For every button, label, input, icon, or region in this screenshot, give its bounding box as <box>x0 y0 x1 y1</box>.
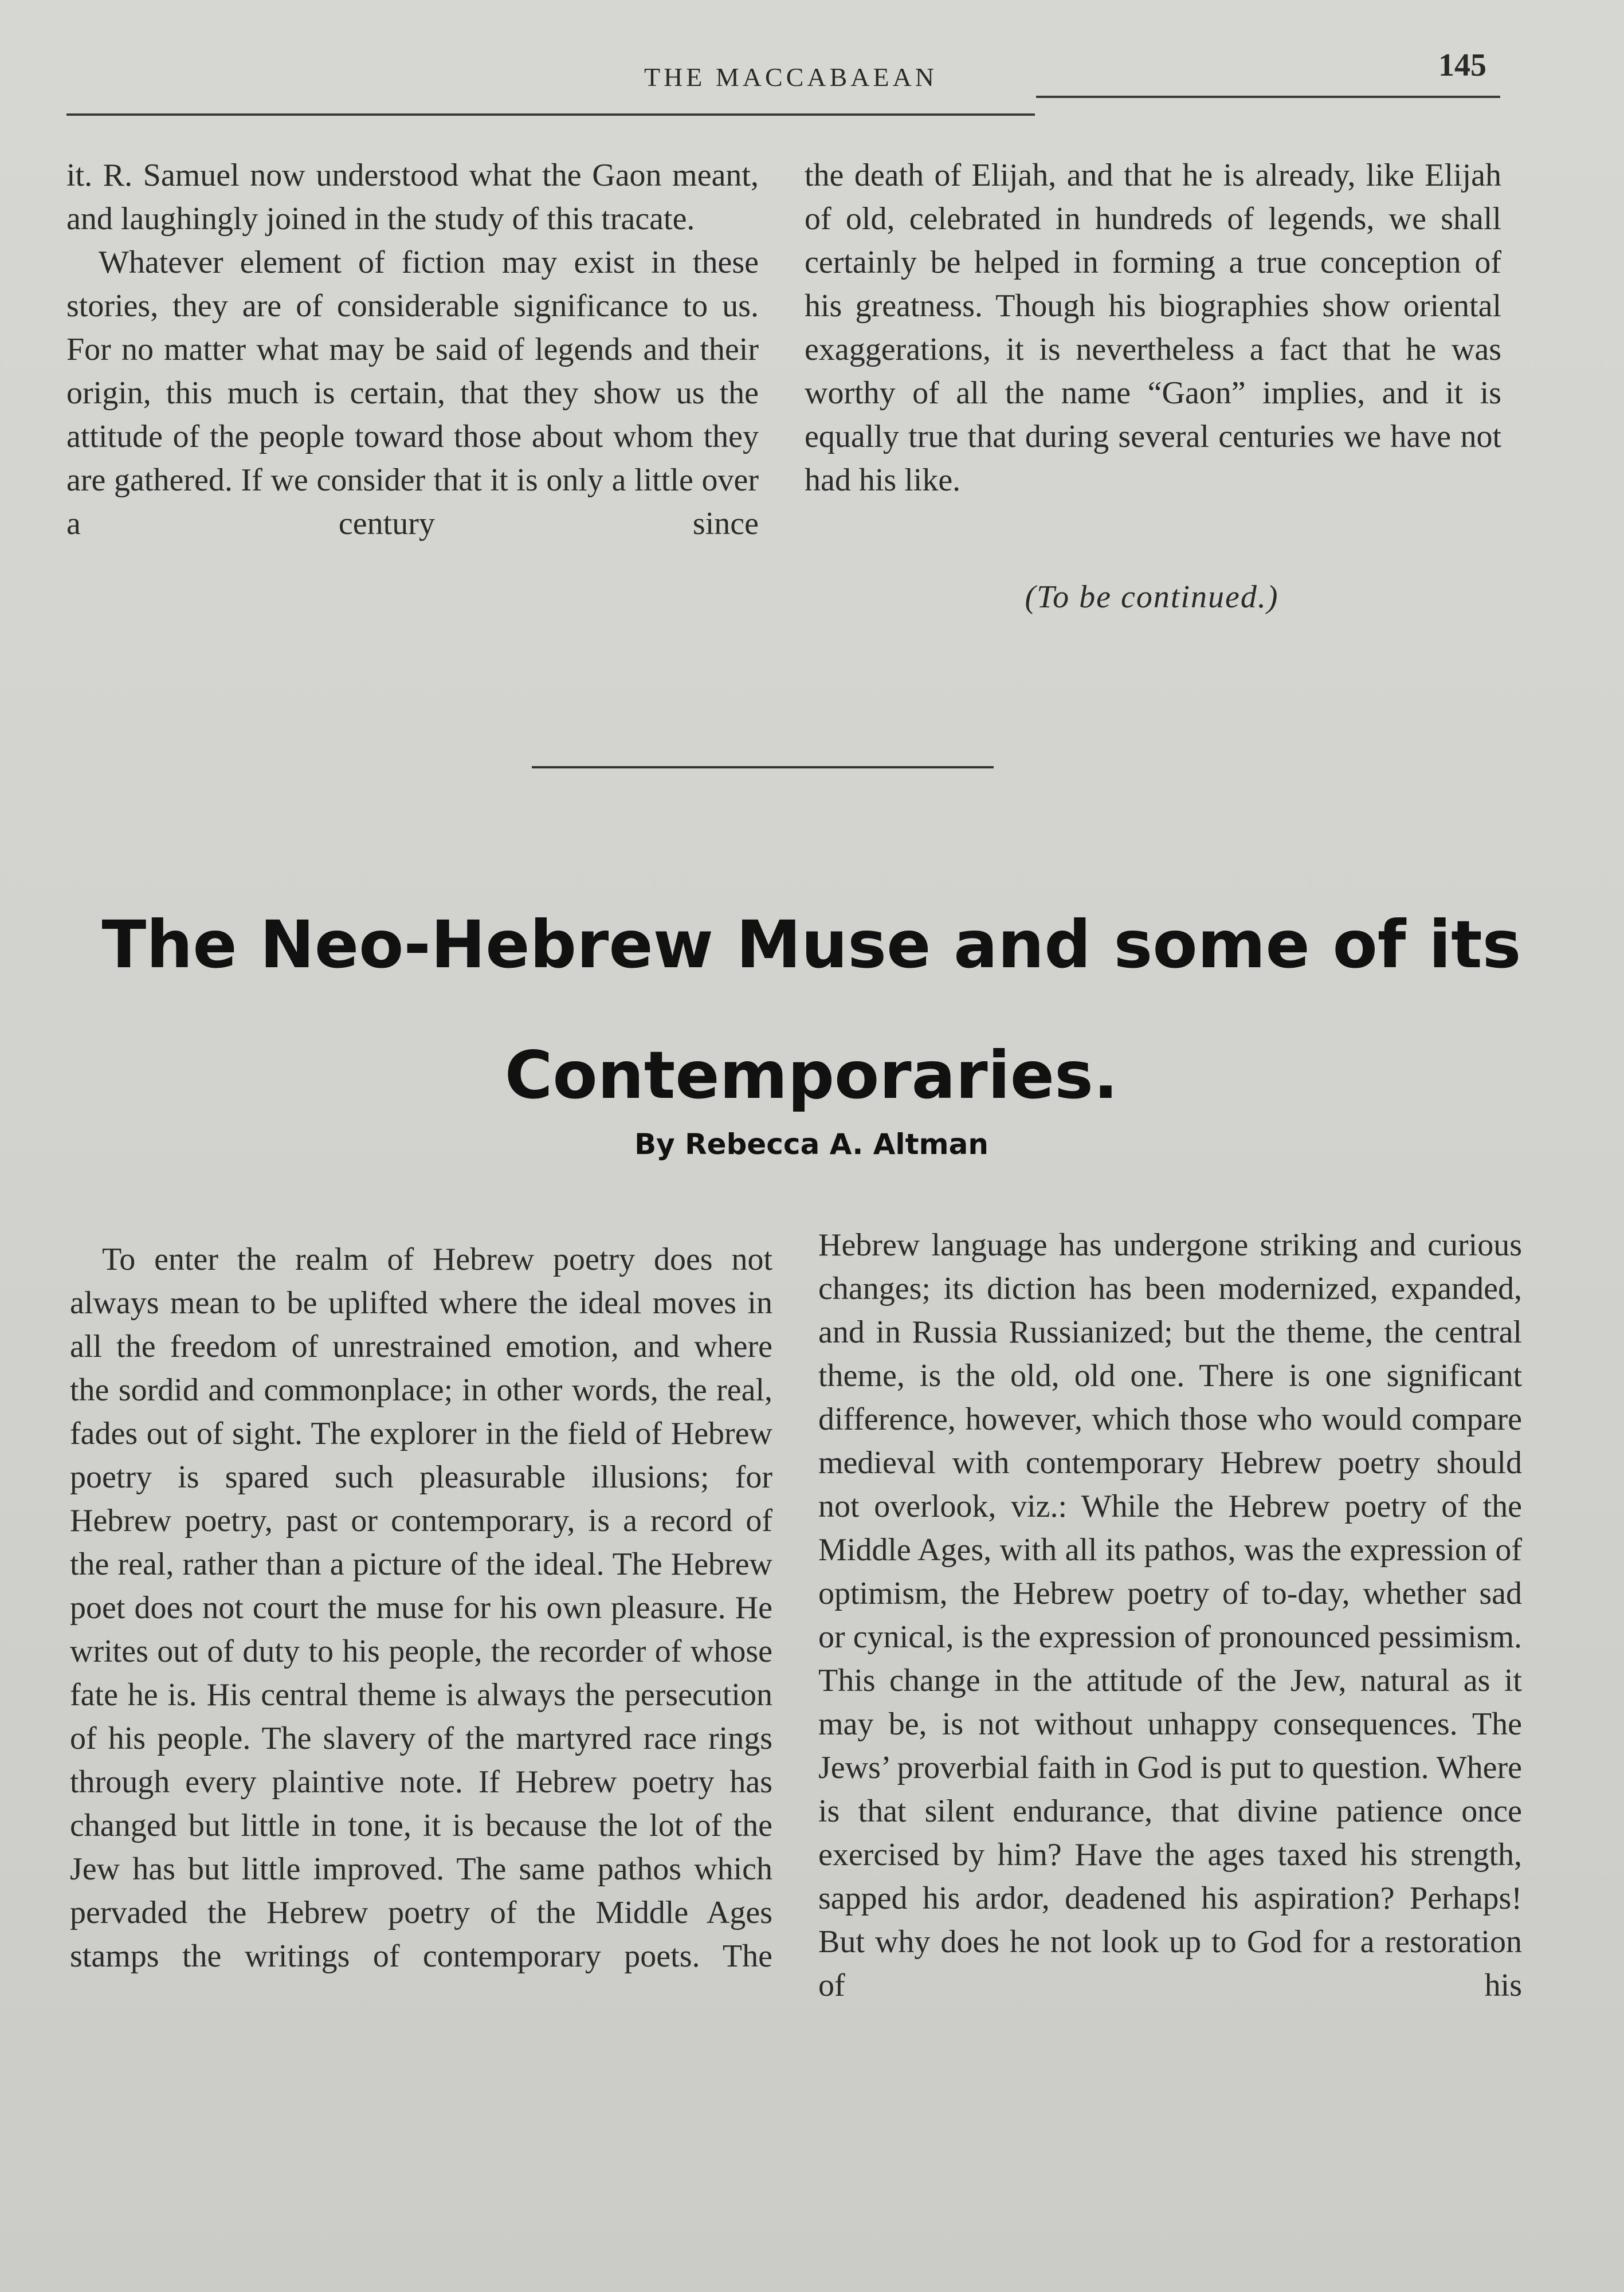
top-left-column <box>66 154 759 545</box>
top-right-column <box>805 154 1501 502</box>
to-be-continued: (To be continued.) <box>1025 579 1279 615</box>
header-rule <box>66 113 1035 116</box>
section-divider <box>532 766 994 768</box>
paragraph: it. R. Samuel now understood what the Gaon meant, and laughingly joined in the study of this tracate. <box>66 158 759 237</box>
paragraph: To enter the realm of Hebrew poetry does not always mean to be uplifted where the ideal moves in all the freedom of unrestrained emotion, and where the sordid and commonplace; in other words, the real, fades out of sight. The explorer in the field of Hebrew poetry is spared such pleasurable illusions; for Hebrew poetry, past or contemporary, is a record of the real, rather than a picture of the ideal. The Hebrew poet does not court the muse for his own pleasure. He writes out of duty to his people, the recorder of whose fate he is. His central theme is always the persecution of his people. The slavery of the martyred race rings through every plaintive note. If Hebrew poetry has changed but little in tone, it is because the lot of the Jew has but little improved. The same pathos which pervaded the Hebrew poetry of the Middle Ages stamps the writings of contemporary poets. The <box>70 1242 772 1974</box>
paragraph: Hebrew language has undergone striking and curious changes; its diction has been modernized, expanded, and in Russia Russianized; but the theme, the central theme, is the old, old one. There is one significant difference, however, which those who would compare medieval with contemporary Hebrew poetry should not overlook, viz.: While the Hebrew poetry of the Middle Ages, with all its pathos, was the expression of optimism, the Hebrew poetry of to-day, whether sad or cynical, is the expression of pronounced pessimism. This change in the attitude of the Jew, natural as it may be, is not without unhappy consequences. The Jews’ proverbial faith in God is put to question. Where is that silent endurance, that divine patience once exercised by him? Have the ages taxed his strength, sapped his ardor, deadened his aspiration? Perhaps! But why does he not look up to God for a restoration of his <box>818 1227 1522 2003</box>
paragraph: the death of Elijah, and that he is already, like Elijah of old, celebrated in hundreds of legends, we shall certainly be helped in forming a true conception of his greatness. Though his biographies show oriental exaggerations, it is nevertheless a fact that he was worthy of all the name “Gaon” implies, and it is equally true that during several centuries we have not had his like. <box>805 158 1501 498</box>
article-left-column <box>70 1238 772 1978</box>
page-number: 145 <box>1438 48 1486 83</box>
running-title: THE MACCABAEAN <box>644 62 938 92</box>
byline: By Rebecca A. Altman <box>634 1128 988 1161</box>
article-title-line: The Neo-Hebrew Muse and some of its <box>101 906 1521 983</box>
paragraph: Whatever element of fiction may exist in these stories, they are of considerable significance to us. For no matter what may be said of legends and their origin, this much is certain, that they show us the attitude of the people toward those about whom they are gathered. If we consider that it is only a little over a century since <box>66 245 759 541</box>
article-right-column <box>818 1223 1522 2007</box>
article-title-line: Contemporaries. <box>504 1037 1119 1113</box>
article-title <box>66 880 1556 1141</box>
header-rule <box>1036 96 1500 98</box>
